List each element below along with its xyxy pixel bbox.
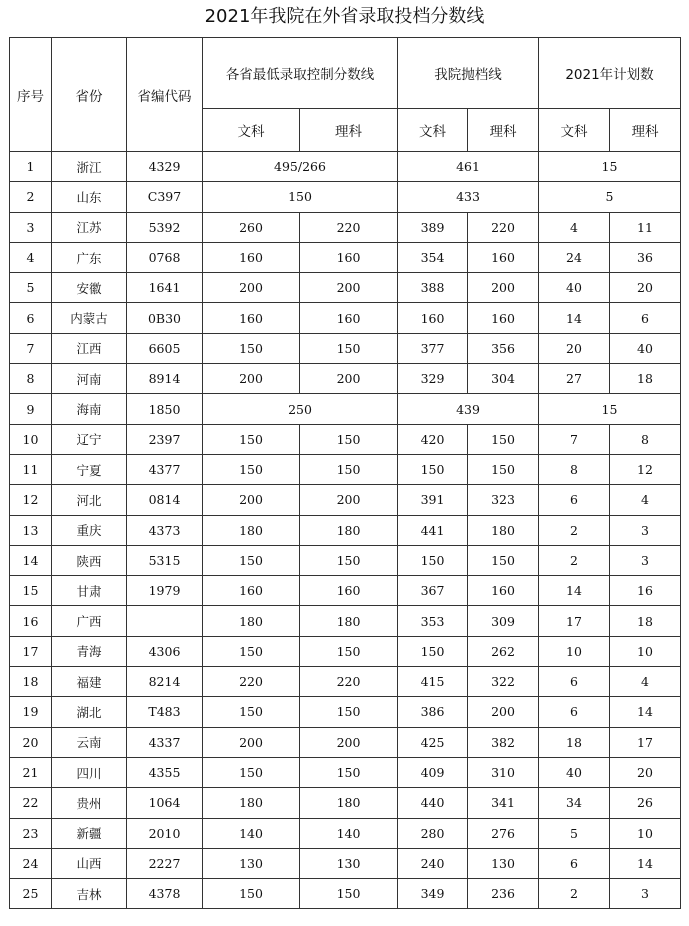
cell-ours-liberal: 386 xyxy=(398,697,468,727)
table-row xyxy=(10,848,681,878)
cell-plan-science: 3 xyxy=(610,515,681,545)
cell-control-liberal: 150 xyxy=(203,636,300,666)
cell-ours-science: 130 xyxy=(468,848,539,878)
cell-plan-liberal: 14 xyxy=(539,303,610,333)
cell-plan-science: 12 xyxy=(610,454,681,484)
cell-seq: 1 xyxy=(10,152,52,182)
cell-seq: 10 xyxy=(10,424,52,454)
table-row xyxy=(10,515,681,545)
cell-ours-science: 356 xyxy=(468,333,539,363)
cell-ours-science: 262 xyxy=(468,636,539,666)
cell-seq: 12 xyxy=(10,485,52,515)
cell-plan-science: 18 xyxy=(610,606,681,636)
cell-code: 4378 xyxy=(127,879,203,909)
cell-code: 8914 xyxy=(127,364,203,394)
cell-province: 湖北 xyxy=(52,697,127,727)
cell-control-liberal: 180 xyxy=(203,606,300,636)
cell-plan-liberal: 6 xyxy=(539,848,610,878)
header-plan-liberal: 文科 xyxy=(539,109,610,152)
cell-ours-liberal: 389 xyxy=(398,212,468,242)
cell-province: 广西 xyxy=(52,606,127,636)
cell-ours-merged: 439 xyxy=(398,394,539,424)
cell-seq: 14 xyxy=(10,545,52,575)
cell-ours-merged: 461 xyxy=(398,152,539,182)
cell-ours-liberal: 150 xyxy=(398,636,468,666)
cell-seq: 24 xyxy=(10,848,52,878)
cell-seq: 5 xyxy=(10,273,52,303)
table-row xyxy=(10,242,681,272)
cell-code: 1064 xyxy=(127,788,203,818)
cell-plan-merged: 15 xyxy=(539,394,681,424)
cell-code: 4329 xyxy=(127,152,203,182)
cell-province: 山西 xyxy=(52,848,127,878)
cell-plan-science: 17 xyxy=(610,727,681,757)
cell-province: 河南 xyxy=(52,364,127,394)
header-code: 省编代码 xyxy=(127,38,203,152)
cell-ours-liberal: 415 xyxy=(398,667,468,697)
cell-control-merged: 495/266 xyxy=(203,152,398,182)
cell-control-liberal: 150 xyxy=(203,333,300,363)
cell-province: 四川 xyxy=(52,757,127,787)
cell-code: 8214 xyxy=(127,667,203,697)
cell-control-science: 150 xyxy=(300,757,398,787)
cell-ours-science: 180 xyxy=(468,515,539,545)
cell-code: 0B30 xyxy=(127,303,203,333)
cell-plan-liberal: 40 xyxy=(539,757,610,787)
cell-plan-science: 20 xyxy=(610,273,681,303)
cell-plan-liberal: 4 xyxy=(539,212,610,242)
header-control-liberal: 文科 xyxy=(203,109,300,152)
cell-control-science: 200 xyxy=(300,727,398,757)
table-row xyxy=(10,212,681,242)
cell-control-science: 130 xyxy=(300,848,398,878)
cell-code: 4377 xyxy=(127,454,203,484)
cell-ours-liberal: 160 xyxy=(398,303,468,333)
cell-seq: 25 xyxy=(10,879,52,909)
cell-seq: 18 xyxy=(10,667,52,697)
cell-control-liberal: 150 xyxy=(203,454,300,484)
cell-seq: 15 xyxy=(10,576,52,606)
cell-plan-liberal: 5 xyxy=(539,818,610,848)
cell-control-science: 160 xyxy=(300,303,398,333)
cell-code: 1850 xyxy=(127,394,203,424)
cell-control-liberal: 200 xyxy=(203,273,300,303)
cell-control-science: 150 xyxy=(300,636,398,666)
cell-plan-science: 4 xyxy=(610,485,681,515)
cell-ours-science: 200 xyxy=(468,697,539,727)
header-seq: 序号 xyxy=(10,38,52,152)
table-row xyxy=(10,727,681,757)
cell-plan-liberal: 2 xyxy=(539,545,610,575)
cell-plan-science: 26 xyxy=(610,788,681,818)
cell-seq: 13 xyxy=(10,515,52,545)
cell-code: 1979 xyxy=(127,576,203,606)
cell-plan-liberal: 40 xyxy=(539,273,610,303)
cell-control-liberal: 150 xyxy=(203,879,300,909)
cell-code: 6605 xyxy=(127,333,203,363)
cell-code: 4306 xyxy=(127,636,203,666)
cell-province: 陕西 xyxy=(52,545,127,575)
cell-plan-liberal: 8 xyxy=(539,454,610,484)
cell-ours-liberal: 150 xyxy=(398,454,468,484)
cell-ours-liberal: 354 xyxy=(398,242,468,272)
cell-ours-science: 322 xyxy=(468,667,539,697)
cell-plan-liberal: 24 xyxy=(539,242,610,272)
cell-seq: 22 xyxy=(10,788,52,818)
cell-control-science: 220 xyxy=(300,667,398,697)
cell-control-science: 180 xyxy=(300,515,398,545)
cell-control-liberal: 200 xyxy=(203,485,300,515)
cell-plan-science: 6 xyxy=(610,303,681,333)
cell-seq: 3 xyxy=(10,212,52,242)
cell-seq: 23 xyxy=(10,818,52,848)
cell-province: 内蒙古 xyxy=(52,303,127,333)
cell-plan-liberal: 18 xyxy=(539,727,610,757)
cell-control-science: 180 xyxy=(300,606,398,636)
cell-province: 甘肃 xyxy=(52,576,127,606)
cell-plan-liberal: 7 xyxy=(539,424,610,454)
cell-ours-science: 160 xyxy=(468,242,539,272)
cell-ours-liberal: 377 xyxy=(398,333,468,363)
table-row xyxy=(10,757,681,787)
cell-plan-science: 14 xyxy=(610,848,681,878)
cell-control-liberal: 200 xyxy=(203,364,300,394)
cell-control-science: 180 xyxy=(300,788,398,818)
header-plan-science: 理科 xyxy=(610,109,681,152)
cell-province: 江西 xyxy=(52,333,127,363)
cell-seq: 16 xyxy=(10,606,52,636)
cell-plan-merged: 15 xyxy=(539,152,681,182)
cell-ours-liberal: 329 xyxy=(398,364,468,394)
cell-control-science: 150 xyxy=(300,454,398,484)
cell-plan-liberal: 6 xyxy=(539,697,610,727)
cell-seq: 17 xyxy=(10,636,52,666)
table-row xyxy=(10,303,681,333)
cell-ours-liberal: 388 xyxy=(398,273,468,303)
cell-plan-science: 4 xyxy=(610,667,681,697)
cell-ours-science: 160 xyxy=(468,303,539,333)
table-row xyxy=(10,636,681,666)
cell-province: 广东 xyxy=(52,242,127,272)
cell-seq: 9 xyxy=(10,394,52,424)
header-ours-science: 理科 xyxy=(468,109,539,152)
table-row xyxy=(10,424,681,454)
cell-ours-science: 310 xyxy=(468,757,539,787)
header-control-science: 理科 xyxy=(300,109,398,152)
cell-code: C397 xyxy=(127,182,203,212)
cell-code: 4355 xyxy=(127,757,203,787)
cell-control-science: 220 xyxy=(300,212,398,242)
cell-plan-science: 10 xyxy=(610,818,681,848)
cell-province: 海南 xyxy=(52,394,127,424)
table-row xyxy=(10,273,681,303)
cell-ours-science: 309 xyxy=(468,606,539,636)
cell-control-merged: 250 xyxy=(203,394,398,424)
header-our-line: 我院抛档线 xyxy=(398,38,539,109)
cell-code: T483 xyxy=(127,697,203,727)
cell-seq: 20 xyxy=(10,727,52,757)
cell-ours-science: 276 xyxy=(468,818,539,848)
table-row xyxy=(10,152,681,182)
cell-seq: 6 xyxy=(10,303,52,333)
cell-code: 5392 xyxy=(127,212,203,242)
cell-ours-liberal: 441 xyxy=(398,515,468,545)
cell-plan-science: 16 xyxy=(610,576,681,606)
cell-ours-science: 150 xyxy=(468,454,539,484)
cell-ours-liberal: 367 xyxy=(398,576,468,606)
table-body xyxy=(10,152,681,909)
cell-ours-science: 323 xyxy=(468,485,539,515)
cell-ours-liberal: 440 xyxy=(398,788,468,818)
cell-control-science: 160 xyxy=(300,576,398,606)
cell-plan-science: 11 xyxy=(610,212,681,242)
cell-province: 山东 xyxy=(52,182,127,212)
cell-plan-science: 3 xyxy=(610,879,681,909)
cell-ours-merged: 433 xyxy=(398,182,539,212)
cell-control-liberal: 160 xyxy=(203,242,300,272)
admission-score-table xyxy=(9,37,681,909)
cell-seq: 11 xyxy=(10,454,52,484)
table-row xyxy=(10,454,681,484)
table-row xyxy=(10,788,681,818)
cell-control-liberal: 150 xyxy=(203,757,300,787)
cell-plan-liberal: 14 xyxy=(539,576,610,606)
cell-ours-science: 220 xyxy=(468,212,539,242)
cell-plan-liberal: 27 xyxy=(539,364,610,394)
cell-control-liberal: 130 xyxy=(203,848,300,878)
cell-ours-liberal: 391 xyxy=(398,485,468,515)
cell-province: 河北 xyxy=(52,485,127,515)
cell-control-liberal: 160 xyxy=(203,576,300,606)
cell-ours-science: 382 xyxy=(468,727,539,757)
cell-ours-science: 304 xyxy=(468,364,539,394)
cell-control-liberal: 150 xyxy=(203,697,300,727)
cell-province: 江苏 xyxy=(52,212,127,242)
cell-plan-liberal: 10 xyxy=(539,636,610,666)
cell-code: 2397 xyxy=(127,424,203,454)
cell-control-science: 140 xyxy=(300,818,398,848)
cell-ours-science: 236 xyxy=(468,879,539,909)
cell-ours-science: 150 xyxy=(468,545,539,575)
cell-province: 浙江 xyxy=(52,152,127,182)
cell-ours-liberal: 420 xyxy=(398,424,468,454)
table-row xyxy=(10,394,681,424)
cell-ours-liberal: 240 xyxy=(398,848,468,878)
cell-plan-science: 10 xyxy=(610,636,681,666)
header-ours-liberal: 文科 xyxy=(398,109,468,152)
cell-province: 安徽 xyxy=(52,273,127,303)
cell-code: 4373 xyxy=(127,515,203,545)
cell-province: 青海 xyxy=(52,636,127,666)
cell-control-science: 150 xyxy=(300,697,398,727)
cell-province: 吉林 xyxy=(52,879,127,909)
cell-plan-liberal: 6 xyxy=(539,667,610,697)
cell-control-merged: 150 xyxy=(203,182,398,212)
table-row xyxy=(10,333,681,363)
cell-plan-science: 3 xyxy=(610,545,681,575)
cell-control-liberal: 150 xyxy=(203,424,300,454)
cell-control-science: 150 xyxy=(300,879,398,909)
cell-plan-liberal: 34 xyxy=(539,788,610,818)
cell-control-liberal: 160 xyxy=(203,303,300,333)
cell-control-liberal: 220 xyxy=(203,667,300,697)
cell-plan-liberal: 6 xyxy=(539,485,610,515)
cell-code: 2010 xyxy=(127,818,203,848)
cell-code xyxy=(127,606,203,636)
cell-code: 2227 xyxy=(127,848,203,878)
cell-code: 1641 xyxy=(127,273,203,303)
cell-plan-science: 18 xyxy=(610,364,681,394)
cell-ours-science: 160 xyxy=(468,576,539,606)
cell-ours-liberal: 150 xyxy=(398,545,468,575)
table-row xyxy=(10,818,681,848)
cell-plan-merged: 5 xyxy=(539,182,681,212)
cell-plan-science: 36 xyxy=(610,242,681,272)
table-row xyxy=(10,667,681,697)
cell-control-liberal: 260 xyxy=(203,212,300,242)
cell-code: 0814 xyxy=(127,485,203,515)
cell-plan-science: 14 xyxy=(610,697,681,727)
cell-control-liberal: 140 xyxy=(203,818,300,848)
table-row xyxy=(10,606,681,636)
header-province: 省份 xyxy=(52,38,127,152)
cell-seq: 21 xyxy=(10,757,52,787)
cell-ours-science: 200 xyxy=(468,273,539,303)
cell-seq: 4 xyxy=(10,242,52,272)
cell-control-science: 200 xyxy=(300,364,398,394)
cell-ours-science: 341 xyxy=(468,788,539,818)
cell-province: 辽宁 xyxy=(52,424,127,454)
cell-plan-science: 20 xyxy=(610,757,681,787)
cell-code: 0768 xyxy=(127,242,203,272)
table-row xyxy=(10,485,681,515)
cell-province: 新疆 xyxy=(52,818,127,848)
cell-plan-science: 40 xyxy=(610,333,681,363)
table-row xyxy=(10,879,681,909)
cell-ours-science: 150 xyxy=(468,424,539,454)
cell-code: 4337 xyxy=(127,727,203,757)
cell-control-liberal: 200 xyxy=(203,727,300,757)
cell-control-liberal: 150 xyxy=(203,545,300,575)
table-row xyxy=(10,182,681,212)
header-control-line: 各省最低录取控制分数线 xyxy=(203,38,398,109)
cell-ours-liberal: 409 xyxy=(398,757,468,787)
cell-province: 重庆 xyxy=(52,515,127,545)
cell-ours-liberal: 280 xyxy=(398,818,468,848)
cell-seq: 8 xyxy=(10,364,52,394)
cell-control-science: 200 xyxy=(300,485,398,515)
cell-plan-liberal: 17 xyxy=(539,606,610,636)
cell-ours-liberal: 349 xyxy=(398,879,468,909)
table-row xyxy=(10,364,681,394)
cell-control-science: 200 xyxy=(300,273,398,303)
cell-control-science: 150 xyxy=(300,333,398,363)
cell-seq: 7 xyxy=(10,333,52,363)
cell-province: 福建 xyxy=(52,667,127,697)
cell-province: 云南 xyxy=(52,727,127,757)
cell-control-liberal: 180 xyxy=(203,788,300,818)
page-title: 2021年我院在外省录取投档分数线 xyxy=(204,6,485,27)
cell-control-science: 160 xyxy=(300,242,398,272)
cell-control-liberal: 180 xyxy=(203,515,300,545)
cell-control-science: 150 xyxy=(300,424,398,454)
cell-seq: 2 xyxy=(10,182,52,212)
cell-plan-liberal: 2 xyxy=(539,879,610,909)
cell-plan-liberal: 20 xyxy=(539,333,610,363)
cell-control-science: 150 xyxy=(300,545,398,575)
cell-ours-liberal: 425 xyxy=(398,727,468,757)
cell-ours-liberal: 353 xyxy=(398,606,468,636)
table-row xyxy=(10,697,681,727)
cell-plan-science: 8 xyxy=(610,424,681,454)
table-row xyxy=(10,545,681,575)
cell-plan-liberal: 2 xyxy=(539,515,610,545)
header-plan: 2021年计划数 xyxy=(539,38,681,109)
cell-code: 5315 xyxy=(127,545,203,575)
cell-province: 宁夏 xyxy=(52,454,127,484)
table-row xyxy=(10,576,681,606)
cell-seq: 19 xyxy=(10,697,52,727)
cell-province: 贵州 xyxy=(52,788,127,818)
